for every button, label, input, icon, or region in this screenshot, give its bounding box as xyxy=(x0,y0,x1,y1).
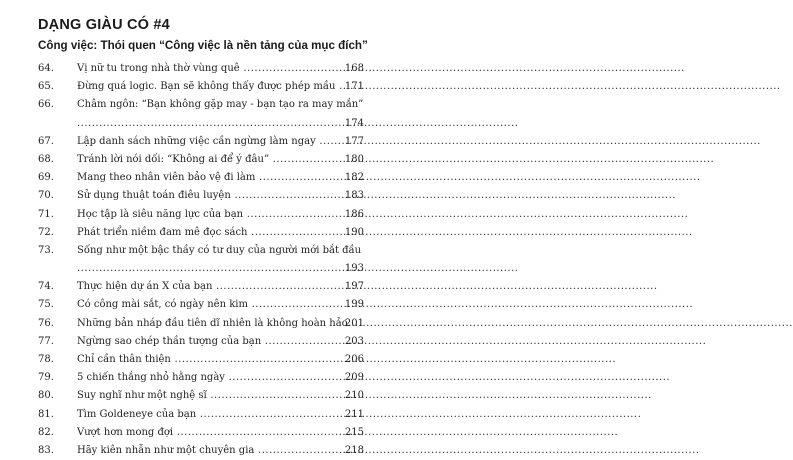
entry-title: 5 chiến thắng nhỏ hằng ngày ..... xyxy=(77,369,334,387)
entry-page: 168 xyxy=(344,63,364,74)
entry-page: 201 xyxy=(344,317,364,329)
entry-title: Tìm Goldeneye của bạn ..... xyxy=(77,406,334,424)
entry-title: Sống như một bậc thầy có tư duy của người mới bắt đầu xyxy=(77,244,362,256)
entry-title: Ngừng sao chép thần tượng của bạn ..... xyxy=(77,333,334,351)
toc-entry[interactable] xyxy=(38,296,364,314)
entry-number: 79. xyxy=(38,372,54,384)
entry-page: 197 xyxy=(344,281,364,293)
toc-entry[interactable] xyxy=(38,187,364,205)
entry-number: 74. xyxy=(38,281,54,293)
entry-number: 69. xyxy=(38,172,54,184)
entry-title: Những bản nháp đầu tiên dĩ nhiên là không hoàn hảo ..... xyxy=(77,315,334,333)
toc-entry[interactable] xyxy=(38,169,364,187)
entry-title: Châm ngôn: “Bạn không gặp may - bạn tạo ra may mắn” xyxy=(77,99,364,111)
entry-page: 210 xyxy=(344,390,364,402)
entry-number: 81. xyxy=(38,408,54,420)
section-title: DẠNG GIÀU CÓ #4 xyxy=(38,17,170,33)
entry-title: Hãy kiên nhẫn như một chuyên gia ..... xyxy=(77,442,334,460)
table-of-contents xyxy=(38,60,364,460)
entry-title: Học tập là siêu năng lực của bạn ..... xyxy=(77,206,334,224)
entry-number: 72. xyxy=(38,226,54,238)
toc-entry[interactable] xyxy=(38,442,364,460)
toc-entry[interactable] xyxy=(38,151,364,169)
entry-number: 65. xyxy=(38,81,54,93)
entry-title: Chỉ cần thân thiện ..... xyxy=(77,351,334,369)
toc-entry[interactable] xyxy=(38,315,364,333)
entry-number: 73. xyxy=(38,244,54,256)
dot-leader xyxy=(77,115,334,133)
entry-page: 182 xyxy=(344,172,364,184)
toc-entry[interactable] xyxy=(38,206,364,224)
toc-entry[interactable] xyxy=(38,351,364,369)
entry-number: 83. xyxy=(38,444,54,456)
toc-entry[interactable] xyxy=(38,406,364,424)
entry-number: 68. xyxy=(38,153,54,165)
entry-page: 209 xyxy=(344,372,364,384)
entry-number: 78. xyxy=(38,354,54,366)
entry-title: Lập danh sách những việc cần ngừng làm ngay ..... xyxy=(77,133,334,151)
entry-page: 186 xyxy=(344,208,364,220)
toc-entry[interactable] xyxy=(38,369,364,387)
entry-title: Vị nữ tu trong nhà thờ vùng quê ..... xyxy=(77,60,334,78)
toc-entry[interactable] xyxy=(38,387,364,405)
toc-entry[interactable] xyxy=(38,333,364,351)
entry-title: Tránh lời nói dối: “Không ai để ý đâu” ..... xyxy=(77,151,334,169)
entry-page: 199 xyxy=(344,299,364,311)
entry-page: 193 xyxy=(344,263,364,275)
toc-entry[interactable] xyxy=(38,278,364,296)
entry-page: 218 xyxy=(344,444,364,456)
entry-title: Thực hiện dự án X của bạn ..... xyxy=(77,278,334,296)
entry-title: Suy nghĩ như một nghệ sĩ ..... xyxy=(77,387,334,405)
entry-page: 190 xyxy=(344,226,364,238)
toc-entry[interactable] xyxy=(38,133,364,151)
entry-number: 76. xyxy=(38,317,54,329)
entry-title: Vượt hơn mong đợi ..... xyxy=(77,424,334,442)
entry-page: 211 xyxy=(344,408,364,420)
entry-number: 70. xyxy=(38,190,54,202)
entry-page: 180 xyxy=(344,153,364,165)
toc-entry[interactable] xyxy=(38,424,364,442)
toc-entry[interactable] xyxy=(38,78,364,96)
dot-leader xyxy=(77,260,334,278)
entry-number: 66. xyxy=(38,99,54,111)
entry-page: 177 xyxy=(344,135,364,147)
toc-entry[interactable] xyxy=(38,60,364,78)
entry-title: Phát triển niềm đam mê đọc sách ..... xyxy=(77,224,334,242)
toc-entry[interactable] xyxy=(38,224,364,242)
entry-page: 183 xyxy=(344,190,364,202)
entry-title: Có công mài sắt, có ngày nên kim ..... xyxy=(77,296,334,314)
entry-number: 64. xyxy=(38,63,54,74)
toc-entry[interactable] xyxy=(38,96,364,132)
entry-page: 215 xyxy=(344,426,364,438)
toc-entry[interactable] xyxy=(38,242,364,278)
entry-title: Sử dụng thuật toán điêu luyện ..... xyxy=(77,187,334,205)
entry-number: 80. xyxy=(38,390,54,402)
entry-page: 171 xyxy=(344,81,364,93)
entry-title: Mang theo nhân viên bảo vệ đi làm ..... xyxy=(77,169,334,187)
entry-number: 75. xyxy=(38,299,54,311)
section-subtitle: Công việc: Thói quen “Công việc là nền tảng của mục đích” xyxy=(38,39,368,52)
entry-number: 77. xyxy=(38,335,54,347)
entry-number: 67. xyxy=(38,135,54,147)
entry-page: 203 xyxy=(344,335,364,347)
entry-page: 206 xyxy=(344,354,364,366)
entry-number: 71. xyxy=(38,208,54,220)
entry-number: 82. xyxy=(38,426,54,438)
entry-title: Đừng quá logic. Bạn sẽ không thấy được phép mầu ..... xyxy=(77,78,334,96)
entry-page: 174 xyxy=(344,117,364,129)
